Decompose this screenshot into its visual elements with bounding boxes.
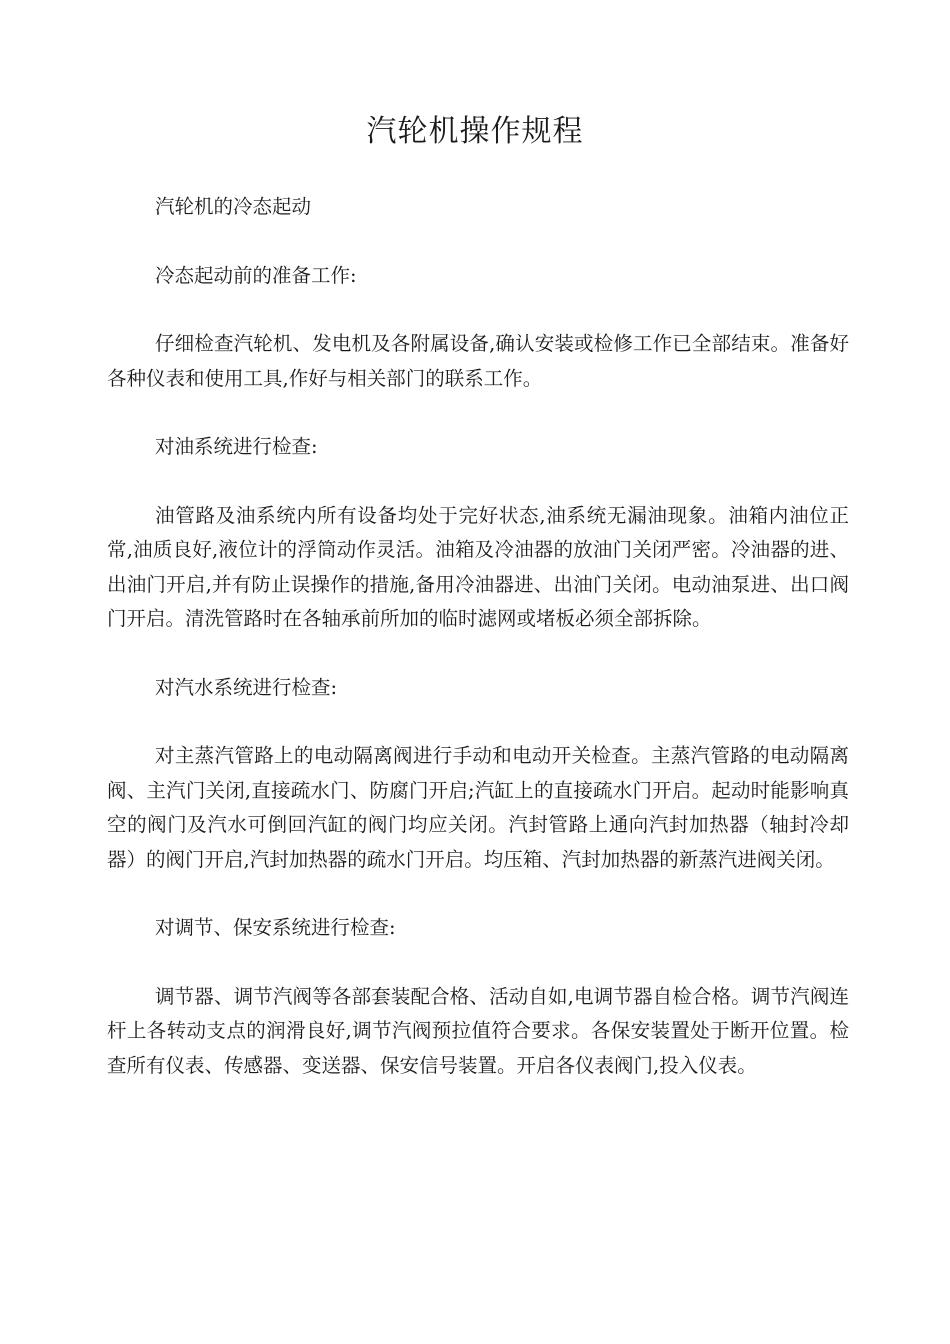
section-heading-cold-start: 汽轮机的冷态起动 — [155, 195, 312, 218]
paragraph-regulation-protection: 调节器、调节汽阀等各部套装配合格、活动自如,电调节器自检合格。调节汽阀连杆上各转动支点的润滑良好,调节汽阀预拉值符合要求。各保安装置处于断开位置。检查所有仪表、传感器、变送器、保安信号装置。开启各仪表阀门,投入仪表。 — [107, 984, 849, 1077]
section-heading-steam-water-system: 对汽水系统进行检查: — [155, 675, 338, 699]
section-heading-regulation-protection: 对调节、保安系统进行检查: — [155, 916, 396, 939]
document-body — [107, 190, 849, 1117]
document-title: 汽轮机操作规程 — [366, 114, 584, 149]
paragraph-oil-system: 油管路及油系统内所有设备均处于完好状态,油系统无漏油现象。油箱内油位正常,油质良好,液位计的浮筒动作灵活。油箱及冷油器的放油门关闭严密。冷油器的进、出油门开启,并有防止误操作的措施,备用冷油器进、出油门关闭。电动油泵进、出口阀门开启。清洗管路时在各轴承前所加的临时滤网或堵板必须全部拆除。 — [107, 503, 849, 630]
paragraph-steam-water-system: 对主蒸汽管路上的电动隔离阀进行手动和电动开关检查。主蒸汽管路的电动隔离阀、主汽门关闭,直接疏水门、防腐门开启;汽缸上的直接疏水门开启。起动时能影响真空的阀门及汽水可倒回汽缸的阀门均应关闭。汽封管路上通向汽封加热器（轴封冷却器）的阀门开启,汽封加热器的疏水门开启。均压箱、汽封加热器的新蒸汽进阀关闭。 — [107, 744, 849, 871]
paragraph-preparation: 仔细检查汽轮机、发电机及各附属设备,确认安装或检修工作已全部结束。准备好各种仪表和使用工具,作好与相关部门的联系工作。 — [107, 332, 849, 390]
section-heading-preparation: 冷态起动前的准备工作: — [155, 263, 357, 287]
section-heading-oil-system: 对油系统进行检查: — [155, 435, 318, 458]
